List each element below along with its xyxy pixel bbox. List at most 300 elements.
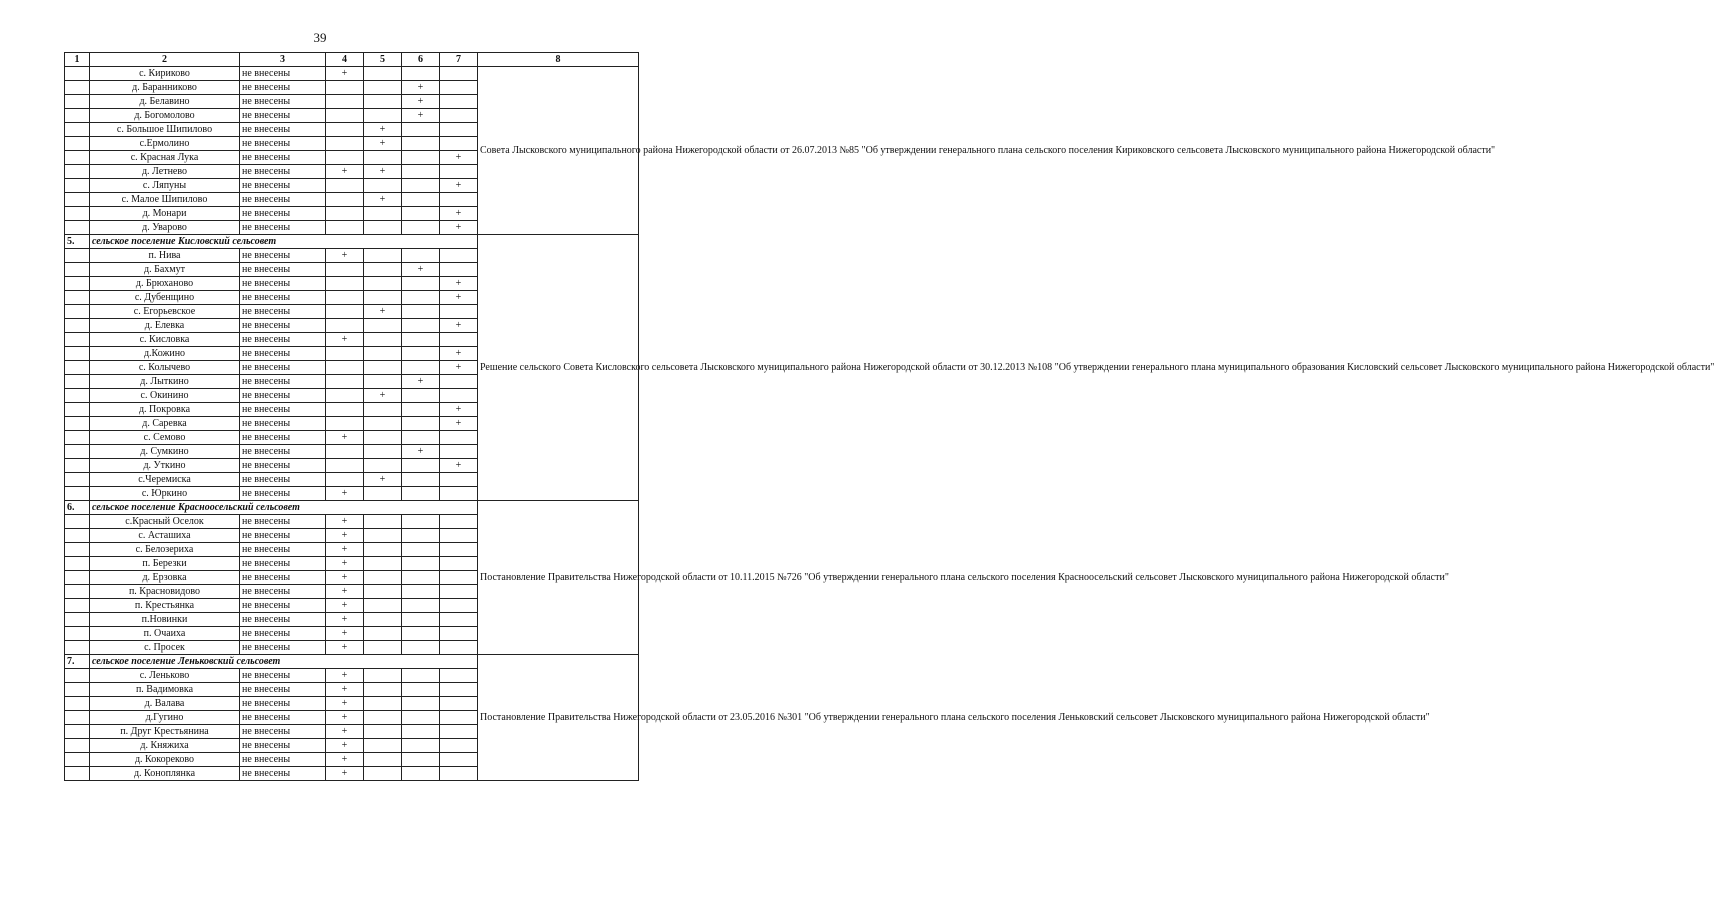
section-header-row (65, 501, 639, 515)
empty-mark-cell (402, 347, 440, 361)
row-number-cell (65, 557, 90, 571)
changes-status: не внесены (240, 291, 326, 305)
empty-mark-cell (440, 263, 478, 277)
empty-mark-cell (440, 683, 478, 697)
empty-mark-cell (402, 753, 440, 767)
plus-mark: + (326, 67, 364, 81)
row-number-cell (65, 613, 90, 627)
empty-mark-cell (402, 557, 440, 571)
settlement-name: п. Красновидово (90, 585, 240, 599)
settlement-name: п. Березки (90, 557, 240, 571)
settlement-name: д. Баранниково (90, 81, 240, 95)
empty-mark-cell (440, 641, 478, 655)
plus-mark: + (402, 375, 440, 389)
empty-mark-cell (364, 627, 402, 641)
plus-mark: + (326, 627, 364, 641)
plus-mark: + (326, 557, 364, 571)
plus-mark: + (326, 487, 364, 501)
row-number-cell (65, 753, 90, 767)
plus-mark: + (440, 207, 478, 221)
empty-mark-cell (364, 445, 402, 459)
settlement-name: с. Кисловка (90, 333, 240, 347)
row-number-cell (65, 417, 90, 431)
plus-mark: + (364, 305, 402, 319)
settlement-name: д. Брюханово (90, 277, 240, 291)
empty-mark-cell (402, 67, 440, 81)
row-number-cell (65, 725, 90, 739)
settlement-name: д. Княжиха (90, 739, 240, 753)
row-number-cell (65, 137, 90, 151)
empty-mark-cell (364, 403, 402, 417)
plus-mark: + (440, 277, 478, 291)
empty-mark-cell (364, 109, 402, 123)
changes-status: не внесены (240, 403, 326, 417)
empty-mark-cell (402, 389, 440, 403)
empty-mark-cell (402, 305, 440, 319)
row-number-cell (65, 67, 90, 81)
changes-status: не внесены (240, 459, 326, 473)
changes-status: не внесены (240, 95, 326, 109)
row-number-cell (65, 123, 90, 137)
plus-mark: + (440, 417, 478, 431)
empty-mark-cell (364, 669, 402, 683)
empty-mark-cell (440, 529, 478, 543)
row-number-cell (65, 641, 90, 655)
empty-mark-cell (364, 697, 402, 711)
settlement-name: с.Черемиска (90, 473, 240, 487)
empty-mark-cell (402, 529, 440, 543)
plus-mark: + (440, 347, 478, 361)
empty-mark-cell (364, 67, 402, 81)
empty-mark-cell (440, 669, 478, 683)
empty-mark-cell (326, 123, 364, 137)
settlement-name: с. Просек (90, 641, 240, 655)
empty-mark-cell (440, 473, 478, 487)
settlement-name: д. Лыткино (90, 375, 240, 389)
plus-mark: + (326, 725, 364, 739)
settlement-name: д.Гугино (90, 711, 240, 725)
empty-mark-cell (364, 529, 402, 543)
row-number-cell (65, 473, 90, 487)
empty-mark-cell (440, 165, 478, 179)
changes-status: не внесены (240, 487, 326, 501)
empty-mark-cell (440, 543, 478, 557)
changes-status: не внесены (240, 165, 326, 179)
empty-mark-cell (326, 207, 364, 221)
empty-mark-cell (364, 319, 402, 333)
empty-mark-cell (364, 81, 402, 95)
empty-mark-cell (326, 95, 364, 109)
empty-mark-cell (440, 249, 478, 263)
empty-mark-cell (440, 67, 478, 81)
empty-mark-cell (364, 333, 402, 347)
section-number: 6. (65, 501, 90, 515)
settlement-name: с.Ермолино (90, 137, 240, 151)
plus-mark: + (364, 473, 402, 487)
changes-status: не внесены (240, 683, 326, 697)
changes-status: не внесены (240, 389, 326, 403)
settlement-name: с. Леньково (90, 669, 240, 683)
empty-mark-cell (326, 347, 364, 361)
table-header-row (65, 53, 639, 67)
empty-mark-cell (440, 599, 478, 613)
empty-mark-cell (440, 389, 478, 403)
empty-mark-cell (326, 417, 364, 431)
plus-mark: + (440, 291, 478, 305)
settlement-name: с.Красный Оселок (90, 515, 240, 529)
row-number-cell (65, 389, 90, 403)
empty-mark-cell (402, 333, 440, 347)
empty-mark-cell (440, 711, 478, 725)
changes-status: не внесены (240, 123, 326, 137)
empty-mark-cell (440, 753, 478, 767)
empty-mark-cell (440, 333, 478, 347)
empty-mark-cell (402, 459, 440, 473)
settlement-name: с. Окинино (90, 389, 240, 403)
empty-mark-cell (440, 725, 478, 739)
empty-mark-cell (326, 319, 364, 333)
settlement-name: с. Дубенщино (90, 291, 240, 305)
settlement-name: д. Летнево (90, 165, 240, 179)
row-number-cell (65, 431, 90, 445)
plus-mark: + (364, 165, 402, 179)
empty-mark-cell (402, 725, 440, 739)
row-number-cell (65, 151, 90, 165)
empty-mark-cell (402, 431, 440, 445)
empty-mark-cell (402, 711, 440, 725)
row-number-cell (65, 347, 90, 361)
empty-mark-cell (440, 557, 478, 571)
changes-status: не внесены (240, 641, 326, 655)
changes-status: не внесены (240, 417, 326, 431)
empty-mark-cell (364, 753, 402, 767)
empty-mark-cell (364, 599, 402, 613)
empty-mark-cell (440, 305, 478, 319)
changes-status: не внесены (240, 151, 326, 165)
plus-mark: + (326, 641, 364, 655)
changes-status: не внесены (240, 109, 326, 123)
column-header: 8 (478, 53, 639, 67)
row-number-cell (65, 263, 90, 277)
settlements-table (64, 52, 1714, 781)
changes-status: не внесены (240, 599, 326, 613)
plus-mark: + (326, 767, 364, 781)
row-number-cell (65, 543, 90, 557)
empty-mark-cell (402, 683, 440, 697)
empty-mark-cell (364, 263, 402, 277)
empty-mark-cell (364, 277, 402, 291)
empty-mark-cell (364, 613, 402, 627)
empty-mark-cell (326, 361, 364, 375)
empty-mark-cell (364, 459, 402, 473)
column-header: 2 (90, 53, 240, 67)
settlement-name: д. Бахмут (90, 263, 240, 277)
row-number-cell (65, 109, 90, 123)
empty-mark-cell (364, 361, 402, 375)
plus-mark: + (364, 389, 402, 403)
empty-mark-cell (326, 221, 364, 235)
row-number-cell (65, 291, 90, 305)
plus-mark: + (326, 711, 364, 725)
empty-mark-cell (364, 291, 402, 305)
empty-mark-cell (326, 403, 364, 417)
changes-status: не внесены (240, 571, 326, 585)
plus-mark: + (326, 333, 364, 347)
empty-mark-cell (364, 725, 402, 739)
settlement-name: с. Красная Лука (90, 151, 240, 165)
changes-status: не внесены (240, 361, 326, 375)
plus-mark: + (364, 193, 402, 207)
row-number-cell (65, 487, 90, 501)
settlement-name: д. Богомолово (90, 109, 240, 123)
settlement-name: с. Белозериха (90, 543, 240, 557)
settlement-name: с. Колычево (90, 361, 240, 375)
empty-mark-cell (326, 459, 364, 473)
settlement-name: с. Кириково (90, 67, 240, 81)
plus-mark: + (402, 95, 440, 109)
empty-mark-cell (364, 221, 402, 235)
changes-status: не внесены (240, 739, 326, 753)
empty-mark-cell (440, 431, 478, 445)
empty-mark-cell (440, 445, 478, 459)
changes-status: не внесены (240, 767, 326, 781)
settlement-name: д. Саревка (90, 417, 240, 431)
column-header: 3 (240, 53, 326, 67)
empty-mark-cell (364, 151, 402, 165)
settlement-name: п. Вадимовка (90, 683, 240, 697)
empty-mark-cell (364, 571, 402, 585)
plus-mark: + (440, 151, 478, 165)
empty-mark-cell (440, 767, 478, 781)
empty-mark-cell (440, 571, 478, 585)
section-header-row (65, 655, 639, 669)
row-number-cell (65, 739, 90, 753)
plus-mark: + (440, 319, 478, 333)
empty-mark-cell (402, 641, 440, 655)
plus-mark: + (326, 571, 364, 585)
empty-mark-cell (326, 291, 364, 305)
row-number-cell (65, 599, 90, 613)
changes-status: не внесены (240, 333, 326, 347)
column-header: 4 (326, 53, 364, 67)
row-number-cell (65, 711, 90, 725)
section-header-row (65, 235, 639, 249)
settlement-name: с. Семово (90, 431, 240, 445)
empty-mark-cell (402, 739, 440, 753)
empty-mark-cell (402, 249, 440, 263)
row-number-cell (65, 305, 90, 319)
settlement-name: д. Уткино (90, 459, 240, 473)
changes-status: не внесены (240, 431, 326, 445)
changes-status: не внесены (240, 725, 326, 739)
row-number-cell (65, 277, 90, 291)
row-number-cell (65, 571, 90, 585)
plus-mark: + (440, 179, 478, 193)
plus-mark: + (326, 529, 364, 543)
settlement-name: п. Нива (90, 249, 240, 263)
plus-mark: + (440, 361, 478, 375)
plus-mark: + (326, 165, 364, 179)
plus-mark: + (440, 221, 478, 235)
changes-status: не внесены (240, 249, 326, 263)
empty-mark-cell (440, 375, 478, 389)
empty-mark-cell (364, 207, 402, 221)
changes-status: не внесены (240, 179, 326, 193)
empty-mark-cell (364, 543, 402, 557)
empty-mark-cell (364, 249, 402, 263)
plus-mark: + (326, 543, 364, 557)
row-number-cell (65, 515, 90, 529)
row-number-cell (65, 165, 90, 179)
empty-mark-cell (326, 473, 364, 487)
plus-mark: + (326, 753, 364, 767)
plus-mark: + (402, 263, 440, 277)
settlement-name: с. Асташиха (90, 529, 240, 543)
settlement-name: д. Валава (90, 697, 240, 711)
plus-mark: + (364, 137, 402, 151)
column-header: 6 (402, 53, 440, 67)
row-number-cell (65, 375, 90, 389)
settlement-name: д. Кокореково (90, 753, 240, 767)
settlement-name: д. Уварово (90, 221, 240, 235)
plus-mark: + (402, 445, 440, 459)
empty-mark-cell (440, 613, 478, 627)
empty-mark-cell (364, 375, 402, 389)
plus-mark: + (326, 249, 364, 263)
empty-mark-cell (326, 305, 364, 319)
empty-mark-cell (402, 585, 440, 599)
row-number-cell (65, 697, 90, 711)
empty-mark-cell (402, 291, 440, 305)
settlement-name: с. Большое Шипилово (90, 123, 240, 137)
changes-status: не внесены (240, 221, 326, 235)
settlement-name: п. Друг Крестьянина (90, 725, 240, 739)
empty-mark-cell (364, 487, 402, 501)
approval-document-note: Совета Лысковского муниципального района Нижегородской области от 26.07.2013 №85 "Об утверждении генерального плана сельского поселения Кириковского сельсовета Лысковского муниципального района Нижегородской области" (478, 67, 639, 235)
settlement-name: п. Очаиха (90, 627, 240, 641)
row-number-cell (65, 669, 90, 683)
changes-status: не внесены (240, 529, 326, 543)
changes-status: не внесены (240, 277, 326, 291)
changes-status: не внесены (240, 375, 326, 389)
section-number: 5. (65, 235, 90, 249)
empty-mark-cell (364, 179, 402, 193)
row-number-cell (65, 361, 90, 375)
column-header: 1 (65, 53, 90, 67)
empty-mark-cell (364, 683, 402, 697)
empty-mark-cell (440, 137, 478, 151)
row-number-cell (65, 683, 90, 697)
plus-mark: + (440, 403, 478, 417)
empty-mark-cell (326, 389, 364, 403)
empty-mark-cell (402, 151, 440, 165)
empty-mark-cell (364, 641, 402, 655)
settlement-name: д.Кожино (90, 347, 240, 361)
empty-mark-cell (326, 151, 364, 165)
changes-status: не внесены (240, 137, 326, 151)
empty-mark-cell (326, 263, 364, 277)
settlement-name: д. Коноплянка (90, 767, 240, 781)
empty-mark-cell (402, 487, 440, 501)
section-number: 7. (65, 655, 90, 669)
empty-mark-cell (326, 179, 364, 193)
section-title: сельское поселение Кисловский сельсовет (90, 235, 478, 249)
empty-mark-cell (402, 599, 440, 613)
plus-mark: + (326, 585, 364, 599)
settlement-name: с. Малое Шипилово (90, 193, 240, 207)
plus-mark: + (326, 613, 364, 627)
empty-mark-cell (440, 515, 478, 529)
changes-status: не внесены (240, 557, 326, 571)
settlement-name: д. Ерзовка (90, 571, 240, 585)
row-number-cell (65, 179, 90, 193)
empty-mark-cell (402, 193, 440, 207)
empty-mark-cell (326, 375, 364, 389)
changes-status: не внесены (240, 711, 326, 725)
settlement-name: д. Монари (90, 207, 240, 221)
empty-mark-cell (364, 515, 402, 529)
approval-document-note: Постановление Правительства Нижегородской области от 23.05.2016 №301 "Об утверждении генерального плана сельского поселения Леньковский сельсовет Лысковского муниципального района Нижегородской области" (478, 655, 639, 781)
empty-mark-cell (402, 319, 440, 333)
empty-mark-cell (440, 123, 478, 137)
settlement-name: д. Елевка (90, 319, 240, 333)
empty-mark-cell (364, 417, 402, 431)
row-number-cell (65, 333, 90, 347)
changes-status: не внесены (240, 305, 326, 319)
empty-mark-cell (326, 109, 364, 123)
empty-mark-cell (440, 95, 478, 109)
empty-mark-cell (402, 473, 440, 487)
plus-mark: + (326, 683, 364, 697)
empty-mark-cell (402, 179, 440, 193)
approval-document-note: Решение сельского Совета Кисловского сельсовета Лысковского муниципального района Нижегородской области от 30.12.2013 №108 "Об утверждении генерального плана муниципального образования Кисловский сельсовет Лысковского муниципального района Нижегородской области" (478, 235, 639, 501)
changes-status: не внесены (240, 319, 326, 333)
empty-mark-cell (402, 767, 440, 781)
changes-status: не внесены (240, 627, 326, 641)
changes-status: не внесены (240, 697, 326, 711)
plus-mark: + (402, 81, 440, 95)
column-header: 5 (364, 53, 402, 67)
empty-mark-cell (402, 543, 440, 557)
plus-mark: + (402, 109, 440, 123)
empty-mark-cell (402, 277, 440, 291)
changes-status: не внесены (240, 81, 326, 95)
empty-mark-cell (402, 697, 440, 711)
row-number-cell (65, 403, 90, 417)
empty-mark-cell (440, 627, 478, 641)
settlement-name: с. Егорьевское (90, 305, 240, 319)
empty-mark-cell (440, 739, 478, 753)
empty-mark-cell (440, 81, 478, 95)
changes-status: не внесены (240, 515, 326, 529)
settlement-name: п. Крестьянка (90, 599, 240, 613)
empty-mark-cell (402, 361, 440, 375)
settlement-name: д. Сумкино (90, 445, 240, 459)
empty-mark-cell (402, 515, 440, 529)
empty-mark-cell (364, 585, 402, 599)
row-number-cell (65, 585, 90, 599)
empty-mark-cell (326, 193, 364, 207)
plus-mark: + (440, 459, 478, 473)
table-row (65, 67, 639, 81)
changes-status: не внесены (240, 193, 326, 207)
empty-mark-cell (364, 739, 402, 753)
changes-status: не внесены (240, 263, 326, 277)
settlement-name: с. Юркино (90, 487, 240, 501)
changes-status: не внесены (240, 67, 326, 81)
column-header: 7 (440, 53, 478, 67)
plus-mark: + (326, 669, 364, 683)
